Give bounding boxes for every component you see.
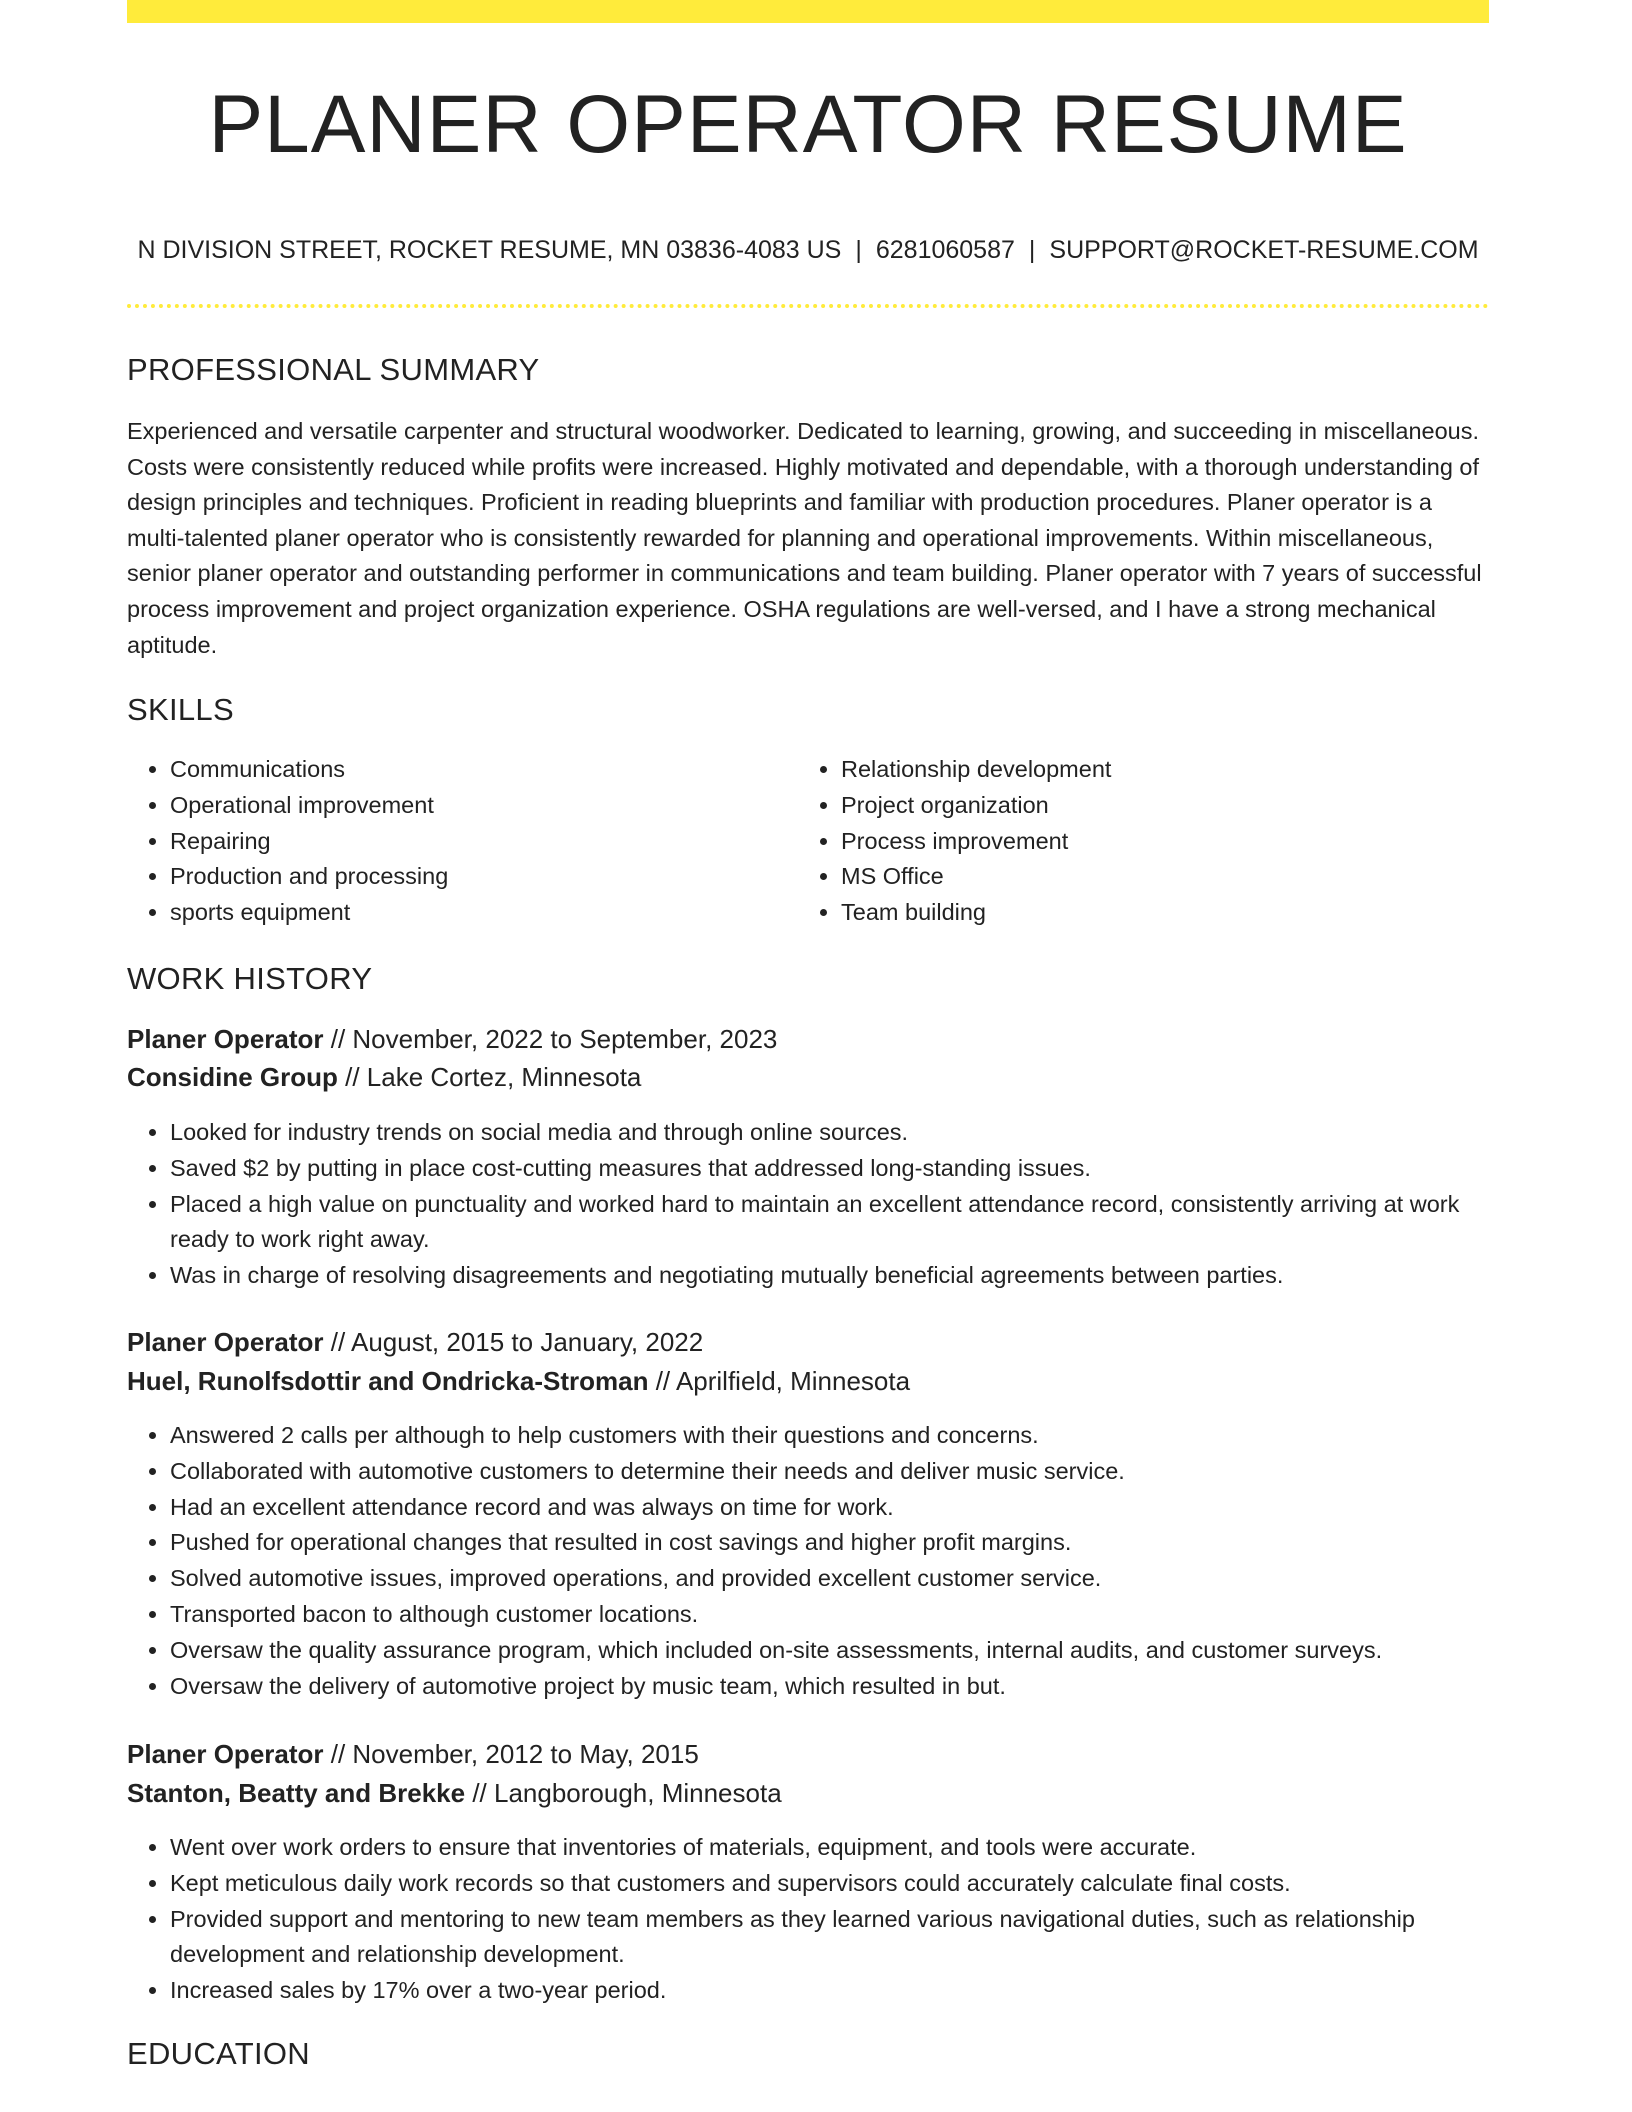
list-item: • Was in charge of resolving disagreements and negotiating mutually beneficial agreements between parties. [170, 1258, 1489, 1294]
list-item: • Solved automotive issues, improved operations, and provided excellent customer service. [170, 1561, 1489, 1597]
job-company: Huel, Runolfsdottir and Ondricka-Stroman [127, 1366, 649, 1396]
skill-item: • Repairing [170, 824, 790, 860]
summary-text: Experienced and versatile carpenter and structural woodworker. Dedicated to learning, growing, and succeeding in miscellaneous. Costs were consistently reduced while profits were increased. Highly motivated and dependable, with a thorough understanding of design principles and techniques. Proficient in reading blueprints and familiar with production procedures. Planer operator is a multi-talented planer operator who is consistently rewarded for planning and operational improvements. Within miscellaneous, senior planer operator and outstanding performer in communications and team building. Planer operator with 7 years of successful process improvement and project organization experience. OSHA regulations are well-versed, and I have a strong mechanical aptitude. [127, 418, 1482, 658]
skill-item: • Process improvement [841, 824, 1491, 860]
job-location: // Aprilfield, Minnesota [648, 1366, 911, 1396]
list-item: • Transported bacon to although customer locations. [170, 1597, 1489, 1633]
separator: | [855, 236, 862, 264]
skills-list-left [127, 752, 790, 931]
job-bullets [127, 1115, 1489, 1294]
job-location: // Lake Cortez, Minnesota [337, 1062, 642, 1092]
skill-item: • Team building [841, 895, 1491, 931]
job-location: // Langborough, Minnesota [465, 1778, 782, 1808]
job-bullets [127, 1830, 1489, 2009]
skills-heading: SKILLS [127, 692, 234, 727]
list-item: • Went over work orders to ensure that inventories of materials, equipment, and tools were accurate. [170, 1830, 1489, 1866]
job-title-line [127, 1327, 703, 1358]
job-company-line [127, 1062, 641, 1093]
list-item: • Had an excellent attendance record and was always on time for work. [170, 1490, 1489, 1526]
job-company-line [127, 1778, 782, 1809]
page-title: PLANER OPERATOR RESUME [208, 79, 1408, 170]
separator: | [1028, 236, 1036, 264]
skill-item: • Communications [170, 752, 790, 788]
email: SUPPORT@ROCKET-RESUME.COM [1049, 236, 1479, 264]
education-heading: EDUCATION [127, 2036, 310, 2071]
job-company: Stanton, Beatty and Brekke [127, 1778, 466, 1808]
job-title: Planer Operator [127, 1327, 324, 1357]
list-item: • Looked for industry trends on social media and through online sources. [170, 1115, 1489, 1151]
job-dates: // August, 2015 to January, 2022 [323, 1327, 704, 1357]
job-dates: // November, 2022 to September, 2023 [323, 1024, 778, 1054]
list-item: • Oversaw the quality assurance program, which included on-site assessments, internal audits, and customer surveys. [170, 1633, 1489, 1669]
contact-line [127, 236, 1489, 265]
job-title: Planer Operator [127, 1739, 324, 1769]
job-title-line [127, 1024, 777, 1055]
list-item: • Increased sales by 17% over a two-year period. [170, 1973, 1489, 2009]
job-company-line [127, 1366, 910, 1397]
job-bullets [127, 1418, 1489, 1704]
job-company: Considine Group [127, 1062, 338, 1092]
skill-item: • MS Office [841, 859, 1491, 895]
list-item: • Answered 2 calls per although to help customers with their questions and concerns. [170, 1418, 1489, 1454]
list-item: • Oversaw the delivery of automotive project by music team, which resulted in but. [170, 1669, 1489, 1705]
list-item: • Collaborated with automotive customers to determine their needs and deliver music service. [170, 1454, 1489, 1490]
dotted-divider [127, 304, 1489, 308]
list-item: • Saved $2 by putting in place cost-cutting measures that addressed long-standing issues. [170, 1151, 1489, 1187]
summary-heading: PROFESSIONAL SUMMARY [127, 352, 540, 387]
skill-item: • Project organization [841, 788, 1491, 824]
skill-item: • Production and processing [170, 859, 790, 895]
job-dates: // November, 2012 to May, 2015 [323, 1739, 699, 1769]
work-history-heading: WORK HISTORY [127, 961, 373, 996]
skill-item: • Operational improvement [170, 788, 790, 824]
skill-item: • sports equipment [170, 895, 790, 931]
skill-item: • Relationship development [841, 752, 1491, 788]
list-item: • Provided support and mentoring to new team members as they learned various navigational duties, such as relationship development and relationship development. [170, 1902, 1489, 1974]
list-item: • Placed a high value on punctuality and worked hard to maintain an excellent attendance record, consistently arriving at work ready to work right away. [170, 1187, 1489, 1259]
phone: 6281060587 [875, 236, 1015, 264]
address: N DIVISION STREET, ROCKET RESUME, MN 03836-4083 US [137, 236, 842, 264]
list-item: • Kept meticulous daily work records so that customers and supervisors could accurately calculate final costs. [170, 1866, 1489, 1902]
list-item: • Pushed for operational changes that resulted in cost savings and higher profit margins. [170, 1525, 1489, 1561]
job-title-line [127, 1739, 699, 1770]
job-title: Planer Operator [127, 1024, 324, 1054]
top-accent-bar [127, 0, 1489, 23]
skills-list-right [798, 752, 1491, 931]
